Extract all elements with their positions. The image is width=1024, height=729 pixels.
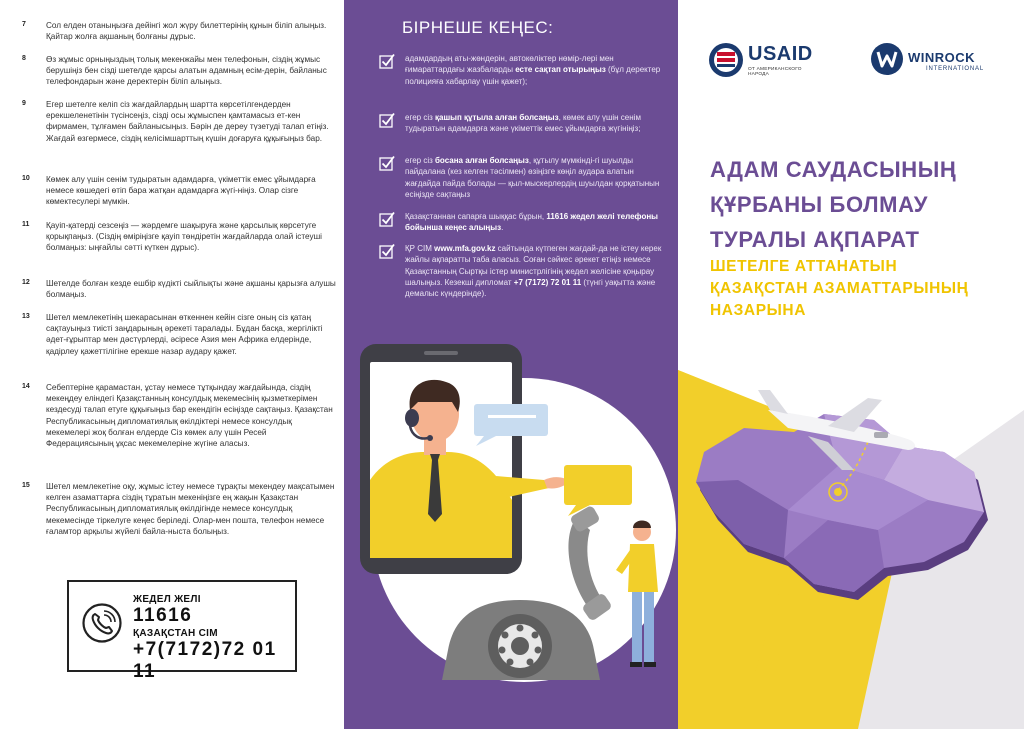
phone-icon [81, 602, 123, 644]
subtitle-line: ШЕТЕЛГЕ АТТАНАТЫН [710, 258, 898, 275]
winrock-w-icon [870, 42, 904, 76]
main-title-line: АДАМ САУДАСЫНЫҢ [710, 157, 957, 182]
tip-text: Өз жұмыс орныңыздың толық мекенжайы мен телефонын, сіздің жұмыс берушіңіз бен сізді шетелде қарсы алатын адамның есім-дерін, байланыс телефондарын және деректерін біліп алыңыз. [46, 55, 327, 87]
checkbox-icon [379, 211, 395, 227]
advice-text-part: сайтында күтпеген жағдай-да не істеу керек жайлы ақпаратты таба аласыз. Соған сәйкес әрекет етіңіз немесе Қазақстанның Сыртқы істер министрлігінің жедел желісіне қоңырау шалыңыз. Кезекші дипломат [405, 244, 662, 287]
advice-text-part: , көмек алу үшін сенім тудыратын адамдарға және үкіметтік емес ұйымдарға жүгініңіз; [405, 113, 641, 134]
tip-text: Сол елден отаныңызға дейінгі жол жүру билеттерінің құнын біліп алыңыз. Қайтар жолға ақшаның болғаны дұрыс. [46, 21, 327, 42]
tip-number: 7 [22, 21, 26, 28]
usaid-seal-icon [708, 42, 744, 78]
tip-text: Шетел мемлекетінің шекарасынан өткеннен кейін сізге оның сіз қатаң сақтауыңыз тиісті заңдарының әрекеті таралады. Бұдан басқа, жергілікті әдет-ғұрыптар мен дәстүрлерді, әсіресе Азия мен Африка елдерінде, қадірлеу қажеттілігіне ерекше назар аудару қажет. [46, 313, 323, 356]
checkbox-icon [379, 112, 395, 128]
tip-number: 10 [22, 175, 30, 182]
tip-number: 12 [22, 279, 30, 286]
tip-number: 9 [22, 100, 26, 107]
subtitle-line: ҚАЗАҚСТАН АЗАМАТТАРЫНЫҢ [710, 280, 969, 297]
mfa-number: +7(7172)72 01 11 [133, 639, 277, 682]
advice-text-part: егер сіз [405, 113, 435, 122]
hotline-label: ЖЕДЕЛ ЖЕЛІ [133, 594, 201, 605]
advice-text-bold: қашып құтыла алған болсаңыз [434, 113, 559, 122]
advice-text-bold: 11616 жедел желі телефоны бойынша кеңес алыңыз [405, 212, 658, 233]
mfa-label: ҚАЗАҚСТАН СІМ [133, 628, 218, 639]
advice-text-part: егер сіз [405, 156, 435, 165]
right-panel [678, 0, 1024, 729]
hotline-number: 11616 [133, 605, 193, 626]
main-title-line: ТУРАЛЫ АҚПАРАТ [710, 227, 920, 252]
usaid-name: USAID [748, 43, 813, 65]
tips-title: БІРНЕШЕ КЕҢЕС: [402, 18, 554, 37]
advice-text-part: , құтылу мүмкінді-гі шуылды пайдалана (кез келген тәсілмен) өзіңізге көңіл аудара алатын жағдайда пайда болады — қыл-мыскерлердің шуылдан қорқатынын есіңізде сақтаңыз [405, 156, 660, 199]
left-panel [0, 0, 344, 729]
tip-text: Көмек алу үшін сенім тудыратын адамдарға, үкіметтік емес ұйымдарға немесе көшедегі өтіп бара жатқан адамдарға жүгі-ніңіз. Олар сізге көмектесулері мүмкін. [46, 175, 316, 207]
advice-text-bold: босана алған болсаңыз [434, 156, 529, 165]
advice-text-part: ҚР СІМ [405, 244, 435, 253]
advice-text-bold: www.mfa.gov.kz [434, 244, 496, 253]
middle-panel [344, 0, 678, 729]
hotline-box [67, 580, 297, 682]
tip-text: Шетел мемлекетіне оқу, жұмыс істеу немесе тұрақты мекендеу мақсатымен келген азаматтарға сіздің тұратын мекеніңізге ең жақын Қазақстан Республикасының дипломатиялық өкілдігінде немесе консулдық мекемесінде тіркелуге кеңес беріледі. Олар-мен пошта, телефон немесе ғаламтор арқылы жүйелі байла-ныста болыңыз. [46, 482, 335, 536]
winrock-tagline: INTERNATIONAL [926, 66, 984, 72]
advice-text-bold: есте сақтап отырыңыз [515, 65, 606, 75]
advice-text [405, 53, 667, 87]
advice-text [405, 211, 667, 234]
advice-text-bold: +7 (7172) 72 01 11 [513, 277, 582, 287]
advice-text-part: (түнгі уақытта және демалыс күндерінде). [405, 277, 656, 299]
checkbox-icon [379, 243, 395, 259]
checkbox-icon [379, 53, 395, 69]
usaid-tagline: ОТ АМЕРИКАНСКОГО НАРОДА [748, 67, 802, 77]
tip-text: Қауіп-қатерді сезсеңіз — жәрдемге шақыруға және қарсылық көрсетуге қорықпаңыз. (Сіздің өміріңізге қауіп төндіретін жағдайларда олай істеуші болмаңыз: ыңғайлы сәтті күткен дұрыс). [46, 221, 322, 253]
winrock-logo [870, 42, 1000, 78]
tip-number: 11 [22, 221, 30, 228]
tip-number: 15 [22, 482, 30, 489]
tip-text: Себептеріне қарамастан, ұстау немесе тұтқындау жағдайында, сіздің мекеңдеу еліндегі Қазақстанның консулдық мекемесінің қызметкерімен кездесуді талап етуге құқығыңыз бар екендігін есіңізде сақтаңыз. Қазақстан Республикасының дипломатиялық өкілдіктері немесе консулдық мекемелері жоқ болған елдерде Сіз көмек алу үшін Ресей Федерациясының ұқсас мекемелеріне жүгіне аласыз. [46, 383, 333, 449]
tip-text: Егер шетелге келіп сіз жағдайлардың шартта көрсетілгендерден ерекшеленетінін түсінсеңіз, сізді осы жұмыспен қамтамасыз ет-кен фирмамен, тұлғамен байланысыңыз. Бәрін де дереу түзетуді талап етіңіз. Жағдай өзгермесе, сіздің келісімшарттың күшін доғаруға құқығыңыз бар. [46, 100, 329, 143]
tip-number: 8 [22, 55, 26, 62]
subtitle-line: НАЗАРЫНА [710, 302, 806, 319]
main-title-line: ҚҰРБАНЫ БОЛМАУ [710, 192, 929, 217]
call-center-illustration [344, 330, 678, 729]
advice-text-part: адамдардың аты-жөндерін, автокөліктер нөмір-лері мен ғимараттардағы жазбаларды [405, 54, 614, 75]
tip-number: 13 [22, 313, 30, 320]
winrock-name: WINROCK [908, 50, 976, 65]
map-airplane-illustration [678, 370, 1024, 729]
tip-text: Шетелде болған кезде ешбір күдікті сыйлықты және ақшаны қарызға алушы болмаңыз. [46, 279, 336, 300]
advice-text [405, 243, 667, 299]
usaid-logo [708, 40, 820, 80]
tip-number: 14 [22, 383, 30, 390]
advice-text [405, 155, 667, 200]
advice-text-part: . [501, 223, 504, 233]
advice-text-part: (бұл деректер полицияға хабарлау үшін қажет); [405, 65, 661, 86]
advice-text-part: Қазақстаннан сапарға шыққас бұрын, [405, 212, 547, 221]
checkbox-icon [379, 155, 395, 171]
advice-text [405, 112, 667, 135]
